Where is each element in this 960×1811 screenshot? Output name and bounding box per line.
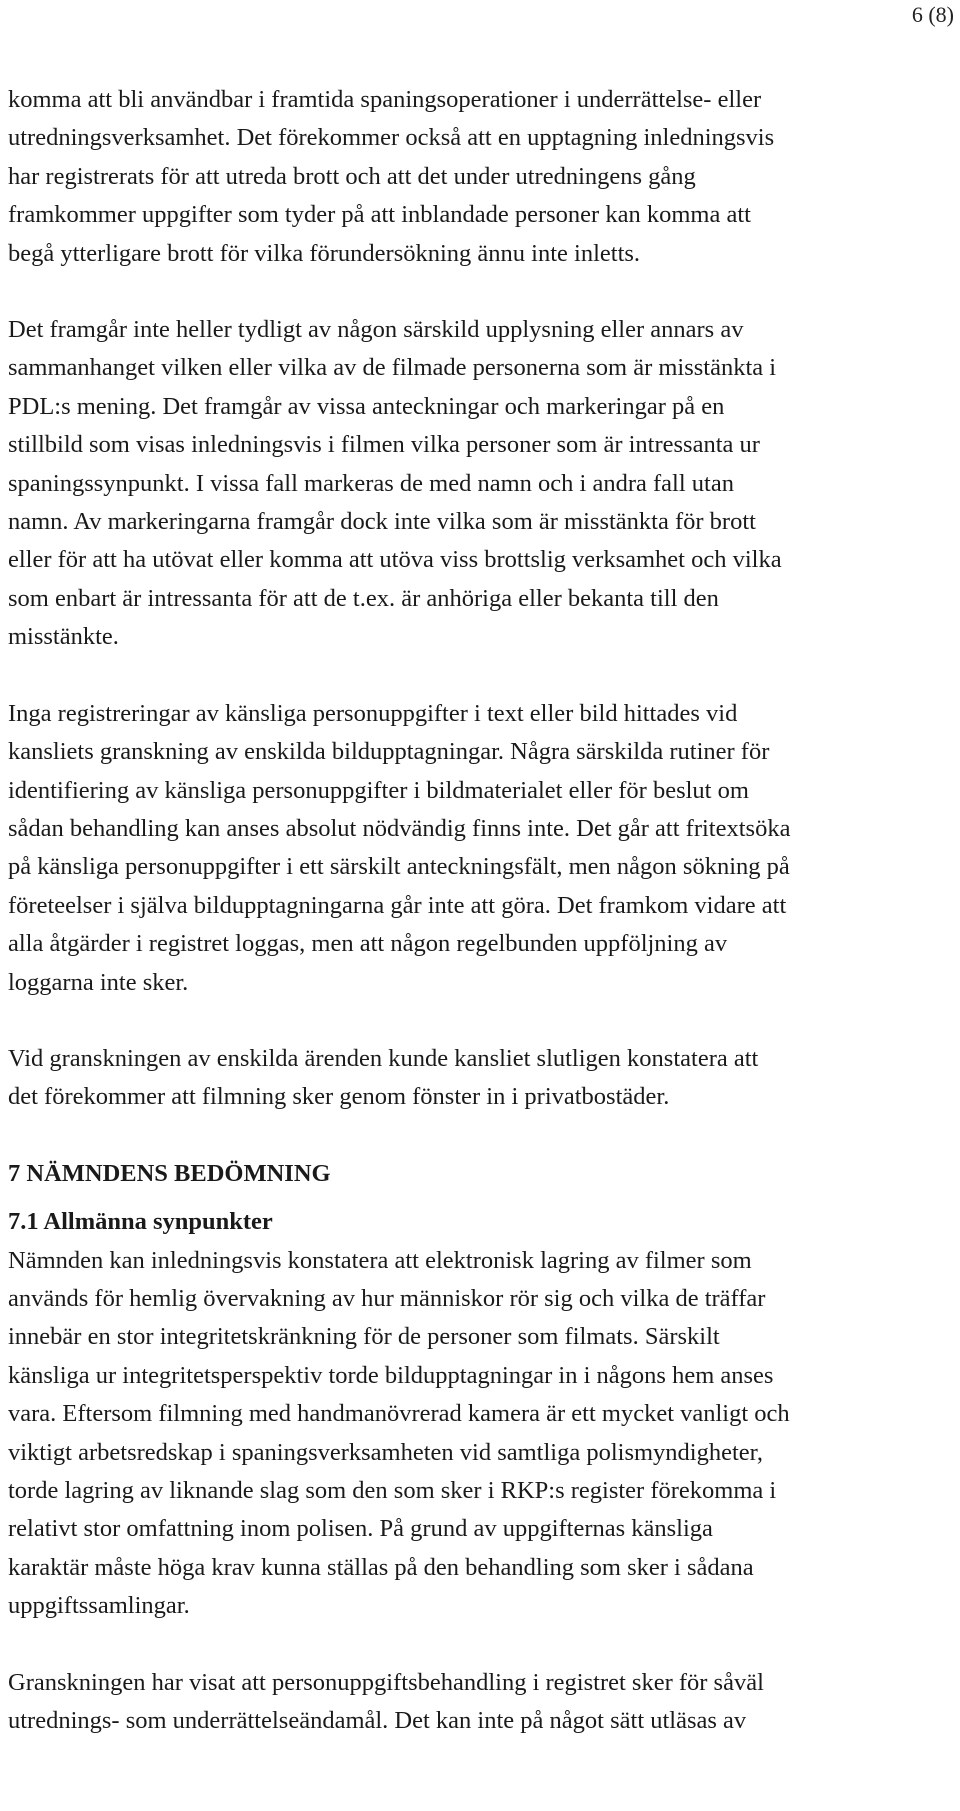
paragraph-review-findings <box>8 1664 958 1741</box>
text-line: viktigt arbetsredskap i spaningsverksamheten vid samtliga polismyndigheter, <box>8 1438 763 1466</box>
text-line: eller för att ha utövat eller komma att utöva viss brottslig verksamhet och vilka <box>8 546 782 574</box>
section-heading: 7 NÄMNDENS BEDÖMNING <box>8 1159 331 1187</box>
paragraph-spacer <box>8 1117 958 1155</box>
text-line: stillbild som visas inledningsvis i filmen vilka personer som är intressanta ur <box>8 431 760 459</box>
paragraph-suspects-identification <box>8 311 958 657</box>
paragraph-window-filming <box>8 1040 958 1117</box>
page-number: 6 (8) <box>911 2 954 27</box>
text-line: relativt stor omfattning inom polisen. På grund av uppgifternas känsliga <box>8 1515 713 1543</box>
text-line: som enbart är intressanta för att de t.ex. är anhöriga eller bekanta till den <box>8 584 719 612</box>
text-line: loggarna inte sker. <box>8 968 189 996</box>
text-line: torde lagring av liknande slag som den som sker i RKP:s register förekomma i <box>8 1477 777 1504</box>
text-line: känsliga ur integritetsperspektiv torde bildupptagningar in i någons hem anses <box>8 1361 774 1389</box>
heading-spacer <box>8 1193 958 1203</box>
text-line: Granskningen har visat att personuppgiftsbehandling i registret sker för såväl <box>8 1668 764 1696</box>
text-line: spaningssynpunkt. I vissa fall markeras de med namn och i andra fall utan <box>8 469 734 497</box>
text-line: framkommer uppgifter som tyder på att inblandade personer kan komma att <box>8 201 751 229</box>
text-line: på känsliga personuppgifter i ett särskilt anteckningsfält, men någon sökning på <box>8 853 790 881</box>
text-line: begå ytterligare brott för vilka förundersökning ännu inte inletts. <box>8 239 641 267</box>
text-line: kansliets granskning av enskilda bildupptagningar. Några särskilda rutiner för <box>8 738 770 766</box>
text-line: misstänkte. <box>8 623 119 651</box>
text-line: identifiering av känsliga personuppgifter i bildmaterialet eller för beslut om <box>8 776 749 804</box>
paragraph-reuse-of-recordings <box>8 81 958 273</box>
text-line: uppgiftssamlingar. <box>8 1592 190 1620</box>
text-line: karaktär måste höga krav kunna ställas på den behandling som sker i sådana <box>8 1553 754 1581</box>
paragraph-spacer <box>8 657 958 695</box>
text-line: utrednings- som underrättelseändamål. Det kan inte på något sätt utläsas av <box>8 1707 747 1735</box>
text-line: komma att bli användbar i framtida spaningsoperationer i underrättelse- eller <box>8 86 762 113</box>
text-line: sammanhanget vilken eller vilka av de filmade personerna som är misstänkta i <box>8 354 777 382</box>
text-line: innebär en stor integritetskränkning för de personer som filmats. Särskilt <box>8 1323 720 1351</box>
text-line: Det framgår inte heller tydligt av någon särskild upplysning eller annars av <box>8 316 744 344</box>
paragraph-spacer <box>8 273 958 311</box>
paragraph-general-views <box>8 1242 958 1626</box>
text-line: används för hemlig övervakning av hur människor rör sig och vilka de träffar <box>8 1284 766 1312</box>
text-line: det förekommer att filmning sker genom fönster in i privatbostäder. <box>8 1083 670 1111</box>
text-line: vara. Eftersom filmning med handmanövrerad kamera är ett mycket vanligt och <box>8 1400 790 1428</box>
document-body <box>8 81 958 1740</box>
paragraph-sensitive-data <box>8 695 958 1002</box>
paragraph-spacer <box>8 1002 958 1040</box>
text-line: företeelser i själva bildupptagningarna går inte att göra. Det framkom vidare att <box>8 891 787 919</box>
text-line: Vid granskningen av enskilda ärenden kunde kansliet slutligen konstatera att <box>8 1044 759 1072</box>
text-line: utredningsverksamhet. Det förekommer också att en upptagning inledningsvis <box>8 124 775 152</box>
text-line: alla åtgärder i registret loggas, men att någon regelbunden uppföljning av <box>8 930 728 958</box>
text-line: Inga registreringar av känsliga personuppgifter i text eller bild hittades vid <box>8 699 738 727</box>
text-line: PDL:s mening. Det framgår av vissa anteckningar och markeringar på en <box>8 392 725 420</box>
text-line: namn. Av markeringarna framgår dock inte vilka som är misstänkta för brott <box>8 508 756 536</box>
text-line: Nämnden kan inledningsvis konstatera att elektronisk lagring av filmer som <box>8 1246 752 1274</box>
text-line: sådan behandling kan anses absolut nödvändig finns inte. Det går att fritextsöka <box>8 814 791 842</box>
text-line: har registrerats för att utreda brott och att det under utredningens gång <box>8 162 696 190</box>
subsection-heading: 7.1 Allmänna synpunkter <box>8 1208 273 1236</box>
paragraph-spacer <box>8 1626 958 1664</box>
